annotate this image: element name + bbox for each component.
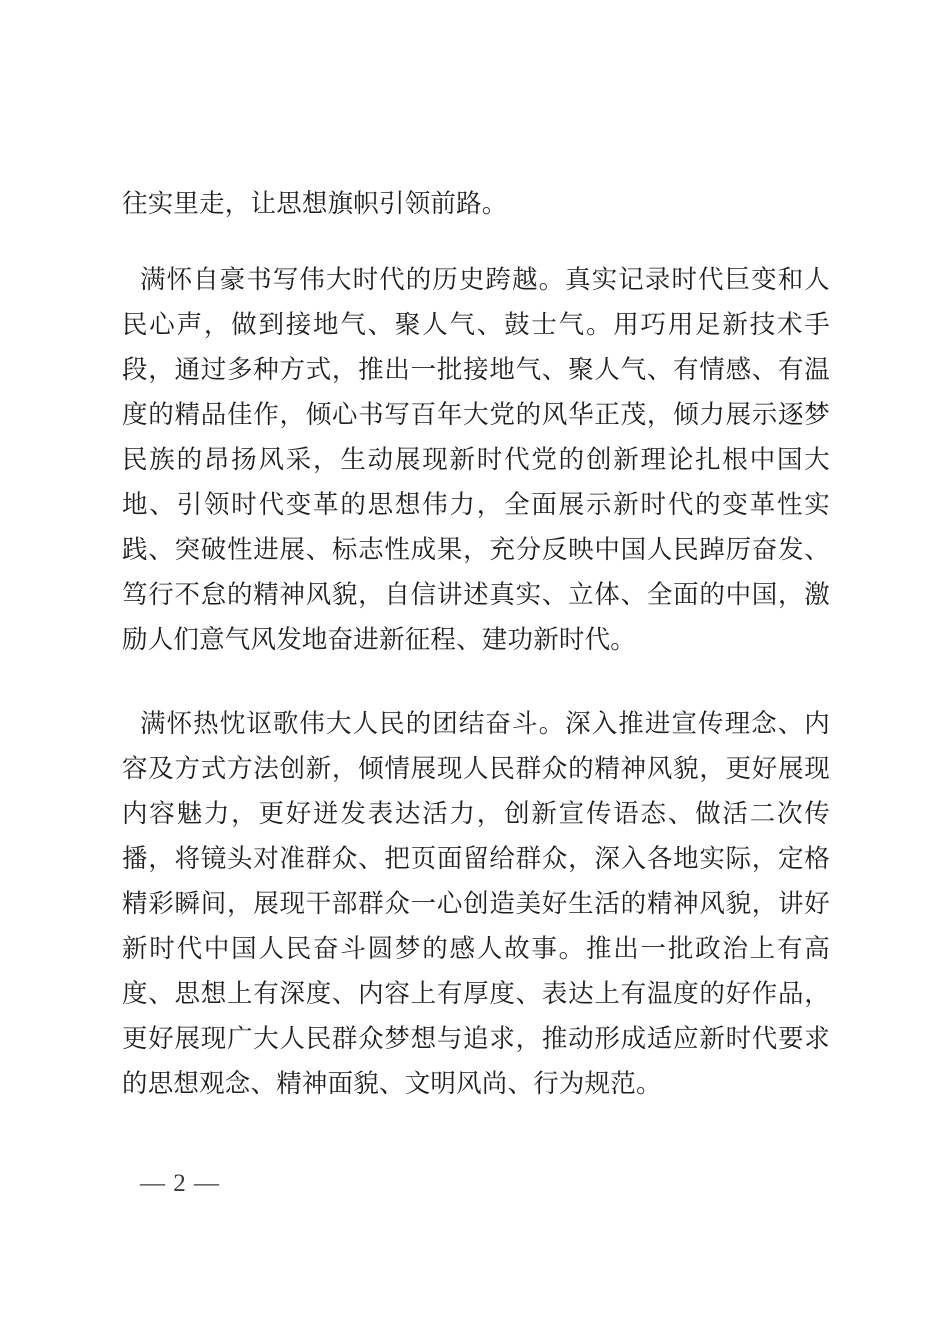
text-content — [122, 181, 830, 1106]
page-number: — 2 — — [140, 1170, 220, 1197]
paragraph-pride: 满怀自豪书写伟大时代的历史跨越。真实记录时代巨变和人民心声，做到接地气、聚人气、鼓士气。用巧用足新技术手段，通过多种方式，推出一批接地气、聚人气、有情感、有温度的精品佳作，倾心书写百年大党的风华正茂，倾力展示逐梦民族的昂扬风采，生动展现新时代党的创新理论扎根中国大地、引领时代变革的思想伟力，全面展示新时代的变革性实践、突破性进展、标志性成果，充分反映中国人民踔厉奋发、笃行不怠的精神风貌，自信讲述真实、立体、全面的中国，激励人们意气风发地奋进新征程、建功新时代。 — [122, 265, 830, 654]
paragraph-ode: 满怀热忱讴歌伟大人民的团结奋斗。深入推进宣传理念、内容及方式方法创新，倾情展现人民群众的精神风貌，更好展现内容魅力，更好迸发表达活力，创新宣传语态、做活二次传播，将镜头对准群众、把页面留给群众，深入各地实际，定格精彩瞬间，展现干部群众一心创造美好生活的精神风貌，讲好新时代中国人民奋斗圆梦的感人故事。推出一批政治上有高度、思想上有深度、内容上有厚度、表达上有温度的好作品，更好展现广大人民群众梦想与追求，推动形成适应新时代要求的思想观念、精神面貌、文明风尚、行为规范。 — [122, 709, 830, 1098]
paragraph-continuation: 往实里走，让思想旗帜引领前路。 — [122, 189, 508, 218]
